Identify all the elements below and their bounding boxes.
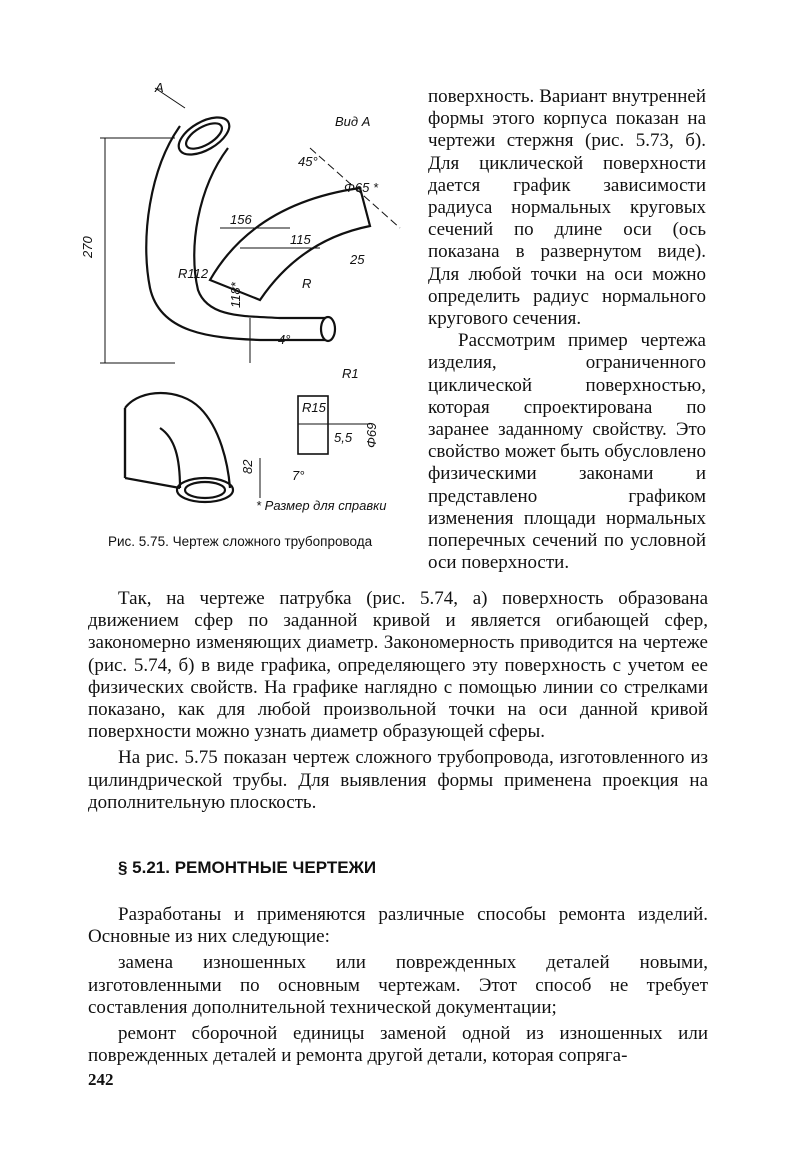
label-dim-156: 156 [230, 212, 252, 227]
label-dim-25: 25 [350, 252, 365, 267]
body-text [88, 588, 708, 814]
label-dim-115: 115 [290, 232, 311, 247]
figure-caption: Рис. 5.75. Чертеж сложного трубопровода [108, 534, 373, 549]
body-paragraph: На рис. 5.75 показан чертеж сложного трубопровода, изготовленного из цилиндрической трубы. Для выявления формы применена проекция на дополнительную плоскость. [88, 747, 708, 813]
column-paragraph: Рассмотрим пример чертежа изделия, ограниченного циклической поверхностью, которая спроектирована по заранее заданному свойству. Это свойство может быть обусловлено физическими законами и представлено графиком изменения площади нормальных поперечных сечений по условной оси поверхности. [428, 330, 706, 574]
pipeline-drawing [80, 78, 420, 518]
body-paragraph: Так, на чертеже патрубка (рис. 5.74, а) поверхность образована движением сфер по заданной кривой и является огибающей сфер, закономерно изменяющих диаметр. Закономерность приводится на чертеже (рис. 5.74, б) в виде графика, определяющего эту поверхность с учетом ее физических свойств. На графике наглядно с помощью линии со стрелками показано, как для любой произвольной точки на оси данной кривой поверхности можно узнать диаметр образующей сферы. [88, 588, 708, 743]
section-paragraph: Разработаны и применяются различные способы ремонта изделий. Основные из них следующие: [88, 904, 708, 948]
label-view-letter: A [155, 80, 164, 95]
label-dim-82: 82 [240, 459, 255, 474]
label-dim-270: 270 [80, 236, 95, 258]
section-heading: § 5.21. РЕМОНТНЫЕ ЧЕРТЕЖИ [118, 858, 377, 877]
label-angle-4: 4° [278, 332, 291, 347]
pipeline-drawing-figure [80, 78, 420, 518]
section-paragraph: ремонт сборочной единицы заменой одной из изношенных или поврежденных деталей и ремонта другой детали, которая сопряга- [88, 1023, 708, 1067]
label-view-title: Вид А [335, 114, 371, 129]
label-radius-112: R112 [178, 266, 209, 281]
label-angle-7: 7° [292, 468, 305, 483]
section-text [88, 904, 708, 1067]
pipe-end-ellipse-top [173, 110, 235, 162]
label-dim-5-5: 5,5 [334, 430, 353, 445]
lower-elbow-outer [125, 393, 230, 488]
label-angle-45: 45° [298, 154, 318, 169]
label-dia-65: Φ65 * [344, 180, 379, 195]
column-text [428, 86, 706, 574]
column-paragraph: поверхность. Вариант внутренней формы этого корпуса показан на чертежи стержня (рис. 5.73, б). Для циклической поверхности дается график зависимости радиуса нормальных круговых сечений по длине оси (ось показана в развернутом виде). Для любой точки на оси можно определить радиус нормального кругового сечения. [428, 86, 706, 330]
page-number: 242 [88, 1070, 114, 1089]
label-radius-15: R15 [302, 400, 326, 415]
label-dia-69: Φ69 [364, 422, 379, 448]
label-reference-note: * Размер для справки [256, 498, 387, 513]
section-paragraph: замена изношенных или поврежденных деталей новыми, изготовленными по основным чертежам. Этот способ не требует составления дополнительной технической документации; [88, 952, 708, 1018]
label-radius-r: R [302, 276, 312, 291]
label-dim-118: 118* [228, 282, 243, 308]
label-radius-1: R1 [342, 366, 359, 381]
